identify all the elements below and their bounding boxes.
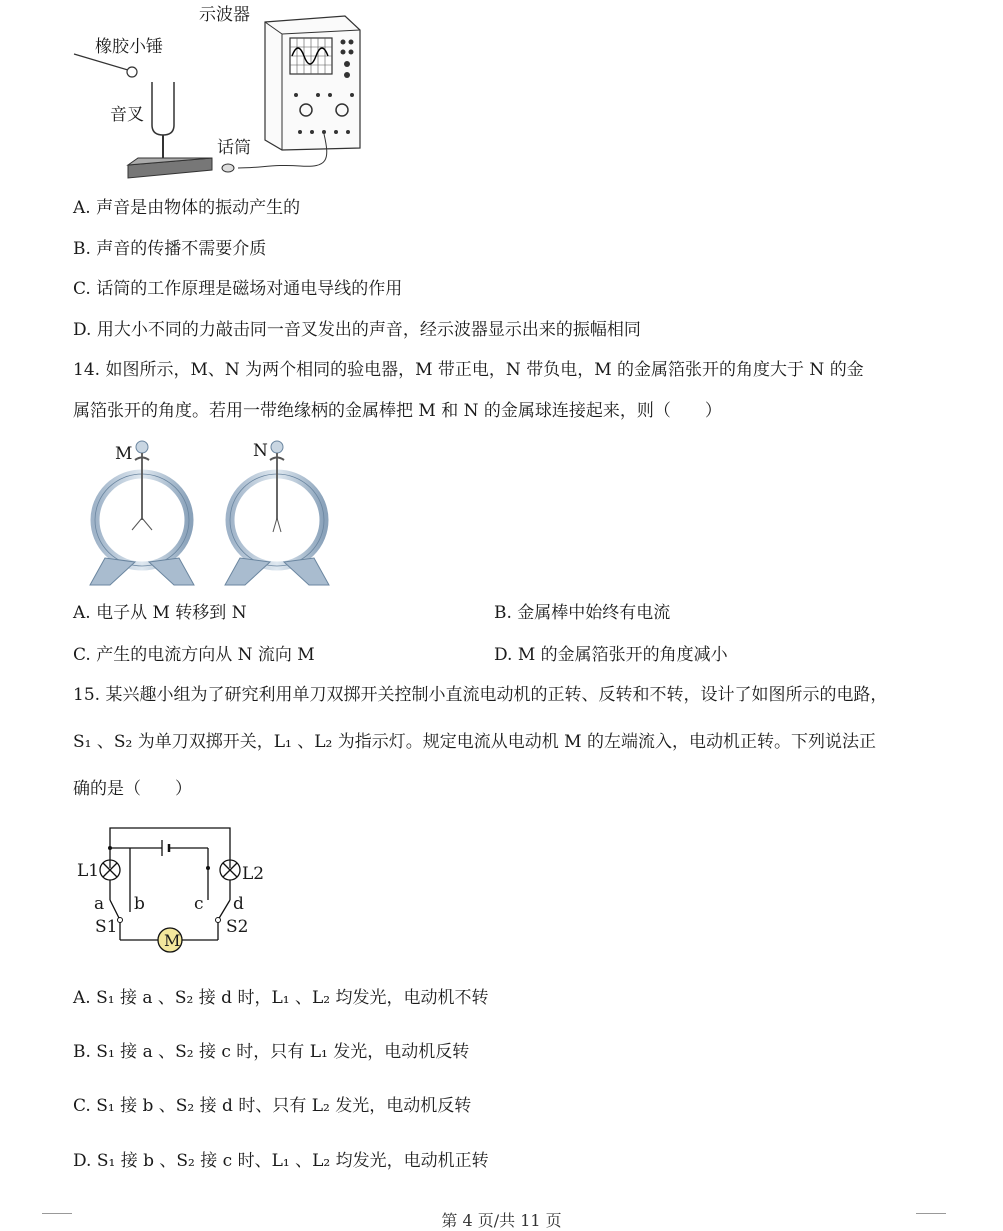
q14-stem-line2: 属箔张开的角度。若用一带绝缘柄的金属棒把 M 和 N 的金属球连接起来，则（ ）	[73, 401, 722, 421]
q13-option-c: C. 话筒的工作原理是磁场对通电导线的作用	[73, 279, 403, 299]
q15-stem-line1: 15. 某兴趣小组为了研究利用单刀双掷开关控制小直流电动机的正转、反转和不转，设计了如图所示的电路，	[73, 685, 888, 705]
label-a: a	[94, 894, 105, 914]
label-m: M	[115, 444, 133, 464]
q14-option-c: C. 产生的电流方向从 N 流向 M	[73, 645, 315, 665]
oscilloscope-label: 示波器	[199, 5, 250, 25]
q15-option-a: A. S₁ 接 a 、S₂ 接 d 时，L₁ 、L₂ 均发光，电动机不转	[73, 988, 489, 1008]
q15-option-b: B. S₁ 接 a 、S₂ 接 c 时，只有 L₁ 发光，电动机反转	[73, 1042, 470, 1062]
q15-option-d: D. S₁ 接 b 、S₂ 接 c 时、L₁ 、L₂ 均发光，电动机正转	[73, 1151, 489, 1171]
label-s1: S1	[95, 917, 118, 937]
q15-option-c: C. S₁ 接 b 、S₂ 接 d 时、只有 L₂ 发光，电动机反转	[73, 1096, 472, 1116]
motor-label: M	[164, 931, 181, 950]
q15-stem-line2: S₁ 、S₂ 为单刀双掷开关，L₁ 、L₂ 为指示灯。规定电流从电动机 M 的左端流入，电动机正转。下列说法正	[73, 732, 876, 752]
q14-option-d: D. M 的金属箔张开的角度减小	[494, 645, 728, 665]
label-l2: L2	[242, 864, 265, 884]
hammer-label: 橡胶小锤	[95, 37, 163, 57]
q14-stem-line1: 14. 如图所示，M、N 为两个相同的验电器，M 带正电，N 带负电，M 的金属箔张开的角度大于 N 的金	[73, 360, 864, 380]
label-c: c	[194, 894, 204, 914]
mic-label: 话筒	[217, 138, 251, 158]
label-s2: S2	[226, 917, 249, 937]
label-b: b	[134, 894, 145, 914]
q13-option-a: A. 声音是由物体的振动产生的	[73, 198, 301, 218]
page-footer: 第 4 页/共 11 页	[441, 1211, 562, 1230]
q13-option-b: B. 声音的传播不需要介质	[73, 239, 267, 259]
q15-stem-line3: 确的是（ ）	[73, 779, 192, 799]
q14-option-b: B. 金属棒中始终有电流	[494, 603, 671, 623]
label-n: N	[253, 441, 268, 461]
label-d: d	[233, 894, 244, 914]
label-l1: L1	[77, 861, 100, 881]
q13-option-d: D. 用大小不同的力敲击同一音叉发出的声音，经示波器显示出来的振幅相同	[73, 320, 641, 340]
fork-label: 音叉	[110, 105, 144, 125]
oscilloscope-setup-illustration	[60, 0, 440, 190]
electroscope-n	[225, 441, 329, 585]
q14-option-a: A. 电子从 M 转移到 N	[73, 603, 247, 623]
electroscope-m	[90, 441, 194, 585]
